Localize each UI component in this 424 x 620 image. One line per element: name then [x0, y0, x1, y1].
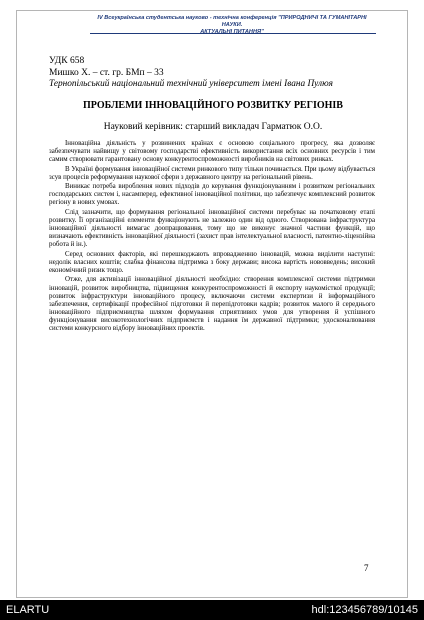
page-number: 7: [364, 563, 369, 573]
conference-header-line-2: АКТУАЛЬНІ ПИТАННЯ": [200, 29, 264, 35]
author-line: Мишко Х. – ст. гр. БМп – 33: [49, 68, 164, 78]
article-body: [49, 140, 375, 335]
affiliation: Тернопільський національний технічний університет імені Івана Пулюя: [49, 79, 333, 89]
paragraph: В Україні формування інноваційної системи ринкового типу тільки починається. При цьому відбувається зсув процесів реформування наукової сфери з державного центру на регіональний рівень.: [49, 165, 375, 181]
paragraph: Слід зазначити, що формування регіональної інноваційної системи перебуває на початковому етапі розвитку. Її організаційні елементи функціонують не залежно один від одного. Створювана інфраструктура інноваційної діяльності вимагає доопрацювання, тому що не виконує значної частини функцій, що визначають ефективність інноваційної діяльності (захист прав інтелектуальної власності, патентно-ліцензійна робота й ін.).: [49, 208, 375, 249]
header-divider: [90, 33, 376, 34]
paragraph: Отже, для активізації інноваційної діяльності необхідно: створення комплексної системи підтримки інновацій, розвиток виробництва, підвищення конкурентоспроможності й експорту наукомісткої продукції; розвиток інфраструктури інноваційного процесу, включаючи системи експертизи й інформаційного забезпечення, сертифікації професійної підготовки й перепідготовки кадрів; розвиток малого й середнього інноваційного підприємництва шляхом формування сприятливих умов для утворення й успішного функціонування високотехнологічних підприємств і надання їм державної підтримки; удосконалювання системи конкурсного відбору інноваційних проектів.: [49, 276, 375, 333]
udk-code: УДК 658: [49, 56, 85, 66]
paragraph: Серед основних факторів, які перешкоджають впровадженню інновацій, можна виділити наступні: недолік власних коштів; слабка фінансова підтримка з боку держави; висока вартість нововведень; високий економічний ризик тощо.: [49, 250, 375, 275]
handle-identifier: hdl:123456789/10145: [311, 604, 418, 616]
repository-name: ELARTU: [6, 604, 50, 616]
conference-header-line-1: IV Всеукраїнська студентська науково - технічна конференція "ПРИРОДНИЧІ ТА ГУМАНІТАРНІ НАУКИ.: [97, 15, 367, 28]
paragraph: Інноваційна діяльність у розвинених країнах є основою соціального прогресу, яка дозволяє забезпечувати найвищу у світовому господарстві ефективність використання всіх основних ресурсів і тим самим створювати гарантовану основу конкурентоспроможності виробників на світових ринках.: [49, 140, 375, 164]
supervisor-line: Науковий керівник: старший викладач Гарматюк О.О.: [103, 122, 323, 132]
paragraph: Виникає потреба вироблення нових підходів до керування функціонуванням і розвитком регіональних господарських систем і, насамперед, ефективної інноваційної політики, що забезпечує комплексний розвиток регіону в нових умовах.: [49, 183, 375, 207]
repository-footer: [0, 600, 424, 620]
article-title: ПРОБЛЕМИ ІННОВАЦІЙНОГО РОЗВИТКУ РЕГІОНІВ: [83, 100, 343, 111]
